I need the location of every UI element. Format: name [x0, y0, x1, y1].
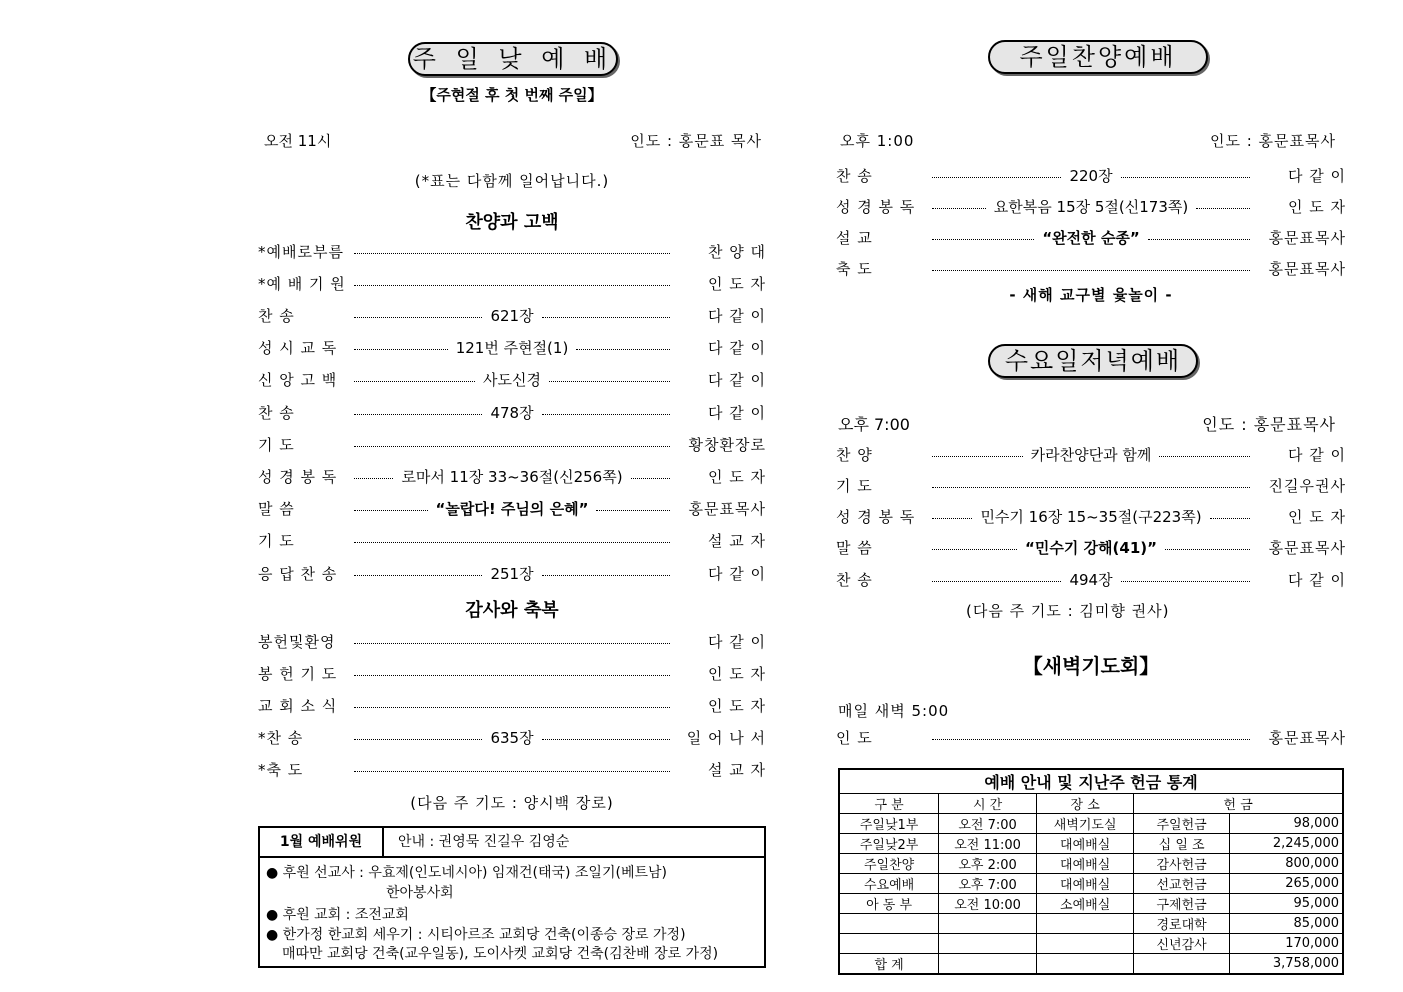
table-cell: 십 일 조 [1134, 834, 1230, 854]
leader-dots [932, 456, 1023, 457]
section-thanks-blessing: 감사와 축복 [465, 600, 559, 621]
dawn-time: 매일 새벽 5:00 [838, 702, 950, 720]
missionary-line: ● 후원 선교사 : 우효제(인도네시아) 임재건(태국) 조일기(베트남) [266, 865, 667, 881]
leader-dots [576, 349, 670, 350]
service-time: 오전 11시 [264, 132, 332, 150]
table-row [839, 814, 1343, 834]
table-cell [939, 954, 1037, 975]
wednesday-next-prayer: (다음 주 기도 : 김미향 권사) [966, 602, 1170, 620]
order-person: 다 같 이 [1288, 445, 1347, 464]
table-cell: 오후 7:00 [939, 874, 1037, 894]
table-cell: 대예배실 [1036, 854, 1133, 874]
left-order-2-row [258, 727, 766, 749]
leader-dots [354, 542, 670, 543]
order-label: 기 도 [258, 435, 295, 454]
dawn-order-row [836, 726, 1346, 748]
order-person: 홍문표목사 [688, 500, 766, 519]
order-label: 찬 송 [258, 306, 295, 325]
order-person: 다 같 이 [707, 632, 766, 651]
order-label: 말 씀 [258, 500, 295, 519]
subtitle: 【주현절 후 첫 번째 주일】 [421, 86, 603, 104]
table-cell [1134, 954, 1230, 975]
info-box-header [260, 828, 764, 858]
section-praise-confession: 찬양과 고백 [465, 212, 559, 233]
order-label: 교 회 소 식 [258, 696, 338, 715]
order-detail: 카라찬양단과 함께 [1030, 445, 1152, 464]
table-cell: 98,000 [1229, 814, 1343, 834]
left-order-row [258, 240, 766, 262]
table-row [839, 894, 1343, 914]
order-label: *축 도 [258, 761, 304, 780]
order-label: 봉 헌 기 도 [258, 664, 338, 683]
left-column [258, 0, 766, 992]
order-detail: 로마서 11장 33~36절(신256쪽) [401, 467, 623, 486]
left-order-row [258, 337, 766, 359]
left-order-row [258, 530, 766, 552]
table-header: 구 분 [839, 794, 939, 814]
wednesday-order-row [836, 506, 1346, 528]
leader-dots [354, 253, 670, 254]
leader-dots [932, 739, 1250, 740]
leader-dots [354, 349, 448, 350]
leader-dots [1148, 239, 1250, 240]
leader-dots [596, 510, 670, 511]
order-person: 일 어 나 서 [686, 729, 766, 748]
table-cell: 3,758,000 [1229, 954, 1343, 975]
praise-order-row [836, 226, 1346, 248]
order-person: 다 같 이 [1287, 570, 1346, 589]
leader-dots [354, 285, 670, 286]
order-label: 찬 송 [258, 403, 295, 422]
order-label: 성 경 봉 독 [258, 467, 338, 486]
table-cell: 소예배실 [1036, 894, 1133, 914]
leader-dots [542, 739, 670, 740]
order-detail: “놀랍다! 주님의 은혜” [435, 500, 589, 519]
order-label: 설 교 [836, 228, 873, 247]
leader-dots [1196, 208, 1250, 209]
leader-dots [932, 239, 1034, 240]
order-label: 찬 송 [836, 570, 873, 589]
left-order-2-row [258, 662, 766, 684]
left-order-row [258, 498, 766, 520]
order-person: 황창환장로 [688, 435, 766, 454]
order-person: 홍문표목사 [1268, 539, 1347, 558]
order-detail: 251장 [490, 564, 534, 583]
leader-dots [354, 510, 428, 511]
table-row [839, 914, 1343, 934]
table-cell: 아 동 부 [839, 894, 939, 914]
leader-dots [542, 414, 670, 415]
left-order-row [258, 304, 766, 326]
supported-church: ● 후원 교회 : 조전교회 [266, 907, 409, 923]
table-header-row [839, 794, 1343, 814]
table-row [839, 874, 1343, 894]
table-row [839, 954, 1343, 975]
table-cell: 주일낮2부 [839, 834, 939, 854]
order-detail: 220장 [1069, 166, 1113, 185]
order-detail: “완전한 순종” [1042, 228, 1140, 247]
leader-dots [354, 739, 482, 740]
wednesday-leader: 인도 : 홍문표목사 [1202, 415, 1336, 434]
order-detail: “민수기 강해(41)” [1025, 539, 1157, 558]
order-label: 찬 양 [836, 445, 873, 464]
praise-order-row [836, 195, 1346, 217]
wednesday-service-title: 수요일저녁예배 [988, 344, 1198, 378]
table-cell: 2,245,000 [1229, 834, 1343, 854]
table-cell: 대예배실 [1036, 834, 1133, 854]
table-cell [839, 934, 939, 954]
leader-dots [542, 575, 670, 576]
leader-dots [354, 771, 670, 772]
order-label: 찬 송 [836, 166, 873, 185]
wednesday-order-row [836, 443, 1346, 465]
order-person: 설 교 자 [707, 532, 766, 551]
table-cell [1036, 914, 1133, 934]
order-label: *찬 송 [258, 729, 304, 748]
table-cell: 감사헌금 [1134, 854, 1230, 874]
order-label: 성 시 교 독 [258, 339, 338, 358]
table-header: 헌 금 [1134, 794, 1343, 814]
order-person: 인 도 자 [707, 664, 766, 683]
leader-dots [1210, 518, 1250, 519]
order-detail: 121번 주현절(1) [455, 339, 569, 358]
order-label: 응 답 찬 송 [258, 564, 338, 583]
committee-label: 1월 예배위원 [260, 828, 384, 856]
table-cell [1036, 954, 1133, 975]
dawn-prayer-title: 【새벽기도회】 [1022, 654, 1160, 678]
leader-dots [1121, 177, 1250, 178]
leader-dots [354, 478, 393, 479]
order-label: 성 경 봉 독 [836, 197, 916, 216]
table-cell: 선교헌금 [1134, 874, 1230, 894]
leader-dots [932, 549, 1017, 550]
leader-dots [932, 270, 1250, 271]
order-person: 홍문표목사 [1268, 228, 1347, 247]
table-cell: 오전 11:00 [939, 834, 1037, 854]
table-cell: 오전 7:00 [939, 814, 1037, 834]
praise-leader: 인도 : 홍문표목사 [1209, 132, 1336, 150]
leader-dots [354, 707, 670, 708]
order-detail: 635장 [490, 729, 534, 748]
praise-time: 오후 1:00 [840, 132, 915, 150]
table-cell [939, 914, 1037, 934]
left-order-row [258, 272, 766, 294]
praise-service-title: 주일찬양예배 [988, 40, 1208, 74]
leader-dots [354, 675, 670, 676]
table-row [839, 854, 1343, 874]
table-cell: 95,000 [1229, 894, 1343, 914]
order-person: 인 도 자 [707, 696, 766, 715]
table-cell: 신년감사 [1134, 934, 1230, 954]
leader-dots [354, 643, 670, 644]
praise-order-row [836, 257, 1346, 279]
order-label: 성 경 봉 독 [836, 508, 916, 527]
order-label: 인 도 [836, 728, 873, 747]
table-cell: 경로대학 [1134, 914, 1230, 934]
leader-dots [354, 317, 482, 318]
sunday-service-title: 주 일 낮 예 배 [408, 42, 618, 76]
order-detail: 요한복음 15장 5절(신173쪽) [993, 197, 1189, 216]
left-order-2-row [258, 759, 766, 781]
order-person: 다 같 이 [707, 403, 766, 422]
order-detail: 621장 [490, 306, 534, 325]
offering-table [838, 768, 1344, 975]
order-person: 인 도 자 [707, 274, 766, 293]
leader-dots [549, 381, 670, 382]
church-building-line-2: 매따만 교회당 건축(교우일동), 도이사켓 교회당 건축(김찬배 장로 가정) [282, 946, 719, 962]
leader-dots [631, 478, 670, 479]
order-label: *예배로부름 [258, 242, 344, 261]
order-person: 다 같 이 [707, 564, 766, 583]
wednesday-order-row [836, 474, 1346, 496]
order-person: 진길우권사 [1268, 476, 1346, 495]
table-cell [839, 914, 939, 934]
wednesday-time: 오후 7:00 [838, 415, 910, 434]
order-label: *예 배 기 원 [258, 274, 346, 293]
leader-dots [932, 208, 986, 209]
left-order-row [258, 562, 766, 584]
left-order-row [258, 433, 766, 455]
leader-dots [932, 487, 1250, 488]
order-label: 기 도 [258, 532, 295, 551]
table-cell: 합 계 [839, 954, 939, 975]
order-person: 홍문표목사 [1268, 259, 1346, 278]
leader-dots [932, 518, 972, 519]
order-label: 말 씀 [836, 539, 873, 558]
table-cell: 265,000 [1229, 874, 1343, 894]
standing-note: (*표는 다함께 일어납니다.) [414, 172, 610, 190]
table-header: 장 소 [1036, 794, 1133, 814]
order-detail: 민수기 16장 15~35절(구223쪽) [980, 508, 1202, 527]
wednesday-order-row [836, 568, 1346, 590]
event-note: - 새해 교구별 윷놀이 - [1009, 286, 1173, 304]
order-label: 신 앙 고 백 [258, 371, 338, 390]
table-row [839, 834, 1343, 854]
table-cell: 85,000 [1229, 914, 1343, 934]
left-order-row [258, 369, 766, 391]
order-person: 다 같 이 [707, 306, 766, 325]
order-detail: 사도신경 [483, 371, 541, 390]
order-person: 다 같 이 [707, 371, 766, 390]
order-detail: 478장 [490, 403, 534, 422]
left-order-2-row [258, 694, 766, 716]
next-prayer: (다음 주 기도 : 양시백 장로) [410, 794, 614, 812]
order-label: 봉헌및환영 [258, 632, 336, 651]
table-cell: 수요예배 [839, 874, 939, 894]
wednesday-order-row [836, 537, 1346, 559]
left-order-row [258, 401, 766, 423]
order-person: 다 같 이 [1287, 166, 1346, 185]
table-cell: 오전 10:00 [939, 894, 1037, 914]
order-detail: 494장 [1069, 570, 1113, 589]
order-person: 다 같 이 [708, 339, 767, 358]
leader-dots [1165, 549, 1250, 550]
leader-dots [1159, 456, 1250, 457]
table-cell: 대예배실 [1036, 874, 1133, 894]
table-cell: 새벽기도실 [1036, 814, 1133, 834]
table-cell [939, 934, 1037, 954]
leader-dots [354, 414, 482, 415]
table-cell: 170,000 [1229, 934, 1343, 954]
order-person: 설 교 자 [707, 761, 766, 780]
table-cell: 800,000 [1229, 854, 1343, 874]
ushers: 안내 : 권영묵 진길우 김영순 [398, 834, 570, 850]
missionary-line-2: 한아봉사회 [386, 885, 454, 901]
order-person: 인 도 자 [1288, 197, 1347, 216]
left-order-2-row [258, 630, 766, 652]
service-leader: 인도 : 홍문표 목사 [630, 132, 762, 150]
table-cell: 오후 2:00 [939, 854, 1037, 874]
order-person: 인 도 자 [1288, 508, 1347, 527]
order-label: 축 도 [836, 259, 873, 278]
leader-dots [354, 575, 482, 576]
right-column [836, 0, 1346, 992]
table-cell [1036, 934, 1133, 954]
table-cell: 주일헌금 [1134, 814, 1230, 834]
info-box [258, 826, 766, 968]
praise-order-row [836, 164, 1346, 186]
church-building-line: ● 한가정 한교회 세우기 : 시티아르조 교회당 건축(이종승 장로 가정) [266, 927, 686, 943]
order-person: 인 도 자 [708, 467, 767, 486]
leader-dots [542, 317, 670, 318]
leader-dots [932, 177, 1061, 178]
table-title: 예배 안내 및 지난주 헌금 통계 [839, 769, 1343, 794]
table-cell: 구제헌금 [1134, 894, 1230, 914]
order-person: 찬 양 대 [707, 242, 766, 261]
table-cell: 주일낮1부 [839, 814, 939, 834]
order-label: 기 도 [836, 476, 873, 495]
leader-dots [932, 581, 1061, 582]
left-order-row [258, 465, 766, 487]
table-cell: 주일찬양 [839, 854, 939, 874]
leader-dots [1121, 581, 1250, 582]
leader-dots [354, 446, 670, 447]
order-person: 홍문표목사 [1268, 728, 1346, 747]
table-header: 시 간 [939, 794, 1037, 814]
table-row [839, 934, 1343, 954]
leader-dots [354, 381, 475, 382]
